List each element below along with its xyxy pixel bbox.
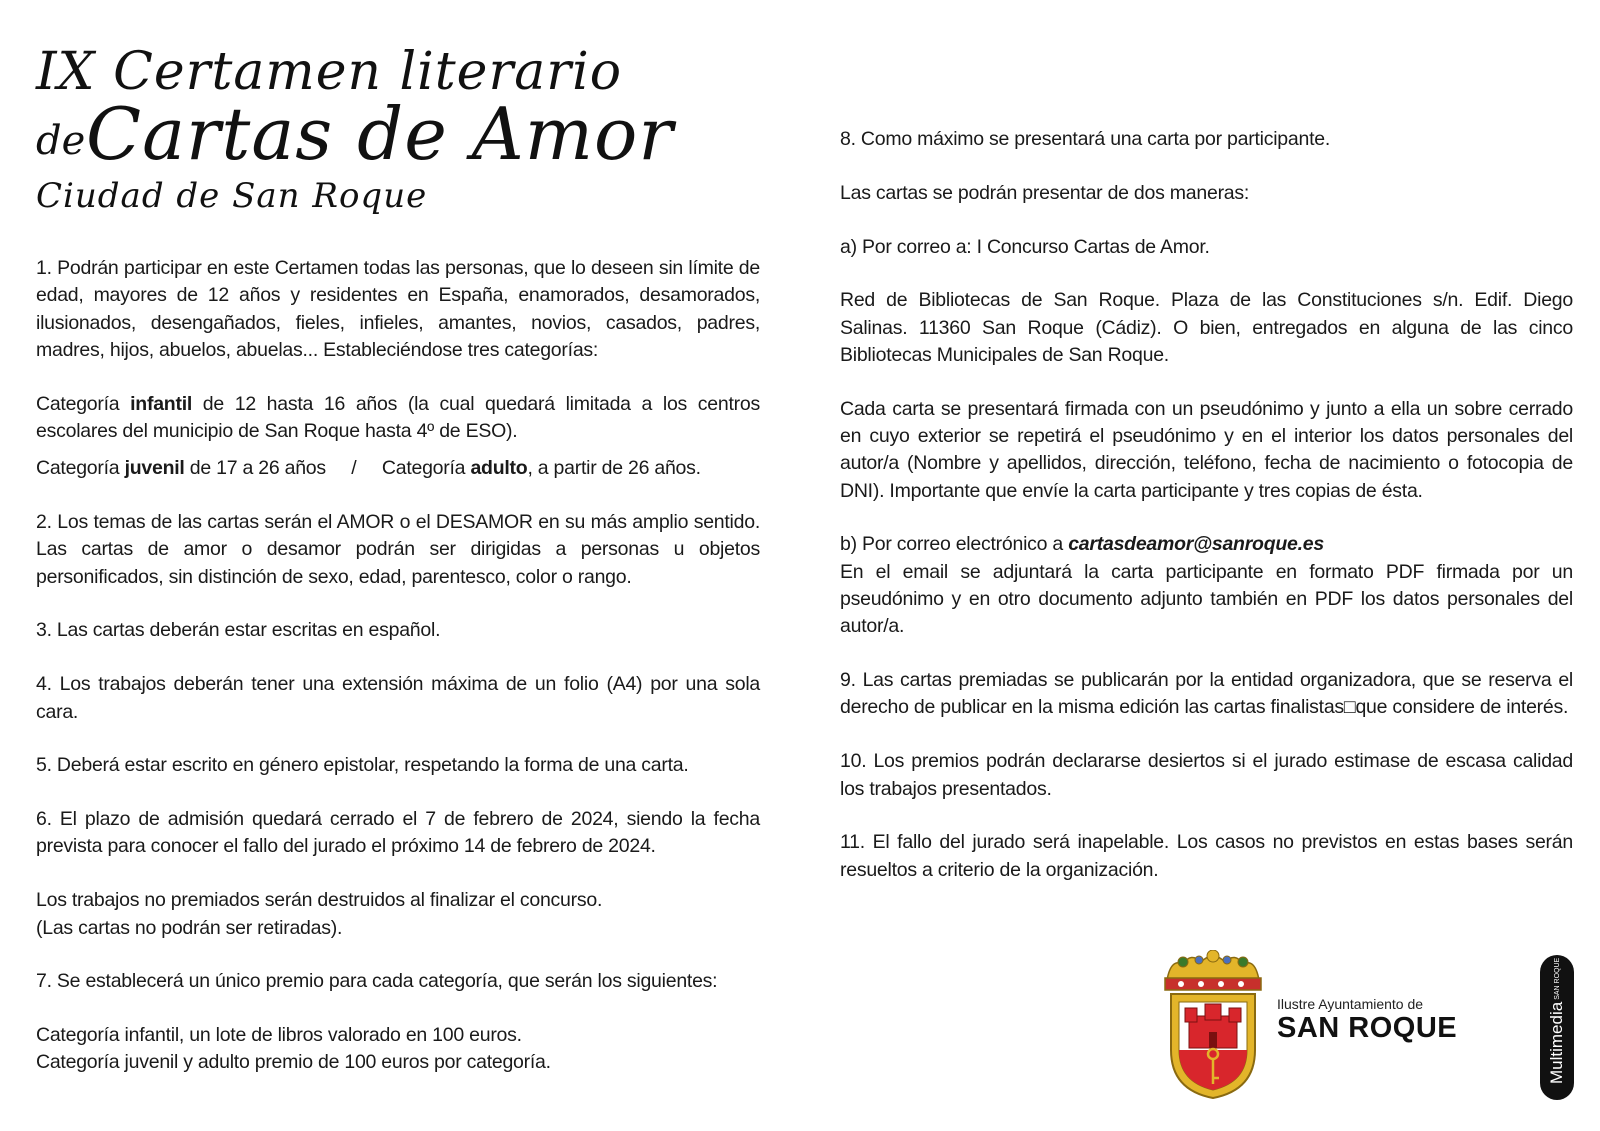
rule-2: 2. Los temas de las cartas serán el AMOR o el DESAMOR en su más amplio sentido. Las cartas de amor o desamor podrán ser dirigidas a personas u objetos personificados, sin distinción de sexo, edad, parentesco, color o rango. xyxy=(36,511,760,588)
category-infantil-label: infantil xyxy=(130,392,193,415)
rule-4: 4. Los trabajos deberán tener una extensión máxima de un folio (A4) por una sola cara. xyxy=(36,673,760,723)
submission-methods: Las cartas se podrán presentar de dos maneras: xyxy=(840,181,1250,204)
category-infantil-text: de 12 hasta 16 años (la cual quedará limitada a los centros escolares del municipio de San Roque hasta 4º de ESO). xyxy=(36,392,760,442)
title-line-2: Cartas de Amor xyxy=(86,92,674,176)
rule-7: 7. Se establecerá un único premio para cada categoría, que serán los siguientes: xyxy=(36,970,718,993)
category-juvenil-prefix: Categoría xyxy=(36,457,125,480)
category-juvenil-text: de 17 a 26 años xyxy=(184,457,326,480)
rule-6-note xyxy=(36,887,760,942)
multimedia-sublabel: SAN ROQUE xyxy=(1553,957,1561,1000)
postal-address: Red de Bibliotecas de San Roque. Plaza de las Constituciones s/n. Edif. Diego Salinas. 11360 San Roque (Cádiz). O bien, entregados en alguna de las cinco Bibliotecas Municipales de San Roque. xyxy=(840,289,1573,366)
rule-6-note-line-2: (Las cartas no podrán ser retiradas). xyxy=(36,916,343,939)
logo-title: SAN ROQUE xyxy=(1277,1012,1458,1044)
rule-9: 9. Las cartas premiadas se publicarán por la entidad organizadora, que se reserva el derecho de publicar en la misma edición las cartas finalistas□que considere de interés. xyxy=(840,669,1573,719)
logo-subtitle: Ilustre Ayuntamiento de xyxy=(1277,996,1424,1012)
rule-10: 10. Los premios podrán declararse desiertos si el jurado estimase de escasa calidad los trabajos presentados. xyxy=(840,750,1573,800)
castle-icon xyxy=(1185,1004,1241,1048)
category-juvenil-label: juvenil xyxy=(124,457,185,480)
rules-left-column xyxy=(36,255,760,1103)
prize-infantil: Categoría infantil, un lote de libros valorado en 100 euros. xyxy=(36,1024,522,1047)
crown-icon xyxy=(1165,950,1261,990)
title-prefix: de xyxy=(36,118,86,164)
category-infantil-prefix: Categoría xyxy=(36,392,131,415)
category-adulto-text: , a partir de 26 años. xyxy=(527,457,701,480)
title-line-1: IX Certamen literario xyxy=(36,42,623,102)
email-address-link[interactable]: cartasdeamor@sanroque.es xyxy=(1068,533,1324,556)
rule-8: 8. Como máximo se presentará una carta por participante. xyxy=(840,128,1331,150)
title-line-3: Ciudad de San Roque xyxy=(36,176,428,216)
san-roque-coat-of-arms xyxy=(1161,950,1265,1100)
rule-6: 6. El plazo de admisión quedará cerrado el 7 de febrero de 2024, siendo la fecha prevista para conocer el fallo del jurado el próximo 14 de febrero de 2024. xyxy=(36,808,760,858)
category-juvenil-adulto xyxy=(36,455,760,482)
submission-postal: a) Por correo a: I Concurso Cartas de Amor. xyxy=(840,235,1210,258)
multimedia-badge xyxy=(1540,955,1574,1100)
postal-instructions: Cada carta se presentará firmada con un pseudónimo y junto a ella un sobre cerrado en cuyo exterior se repetirá el pseudónimo y en el interior los datos personales del autor/a (Nombre y apellidos, dirección, teléfono, fecha de nacimiento o fotocopia de DNI). Importante que envíe la carta participante y tres copias de ésta. xyxy=(840,397,1573,502)
rule-3: 3. Las cartas deberán estar escritas en español. xyxy=(36,619,441,642)
rules-right-column xyxy=(840,126,1573,910)
multimedia-label: Multimedia xyxy=(1547,1001,1566,1084)
category-adulto-label: adulto xyxy=(470,457,528,480)
submission-email xyxy=(840,531,1573,640)
submission-email-label: b) Por correo electrónico a xyxy=(840,533,1069,556)
category-adulto-prefix: Categoría xyxy=(381,457,471,480)
email-instructions: En el email se adjuntará la carta participante en formato PDF firmada por un pseudónimo y en otro documento adjunto también en PDF los datos personales del autor/a. xyxy=(840,560,1573,638)
prize-juvenil-adulto: Categoría juvenil y adulto premio de 100 euros por categoría. xyxy=(36,1051,551,1074)
category-infantil xyxy=(36,391,760,446)
category-separator: / xyxy=(351,457,357,480)
multimedia-badge-text xyxy=(1540,955,1574,1100)
rule-11: 11. El fallo del jurado será inapelable. Los casos no previstos en estas bases serán resueltos a criterio de la organización. xyxy=(840,831,1573,881)
rule-6-note-line-1: Los trabajos no premiados serán destruidos al finalizar el concurso. xyxy=(36,889,603,912)
rule-1: 1. Podrán participar en este Certamen todas las personas, que lo deseen sin límite de edad, mayores de 12 años y residentes en España, enamorados, desamorados, ilusionados, desengañados, fieles, infieles, amantes, novios, casados, padres, madres, hijos, abuelos, abuelas... Estableciéndose tres categorías: xyxy=(36,257,760,361)
rule-7-prizes xyxy=(36,1022,760,1077)
rule-5: 5. Deberá estar escrito en género epistolar, respetando la forma de una carta. xyxy=(36,754,689,777)
